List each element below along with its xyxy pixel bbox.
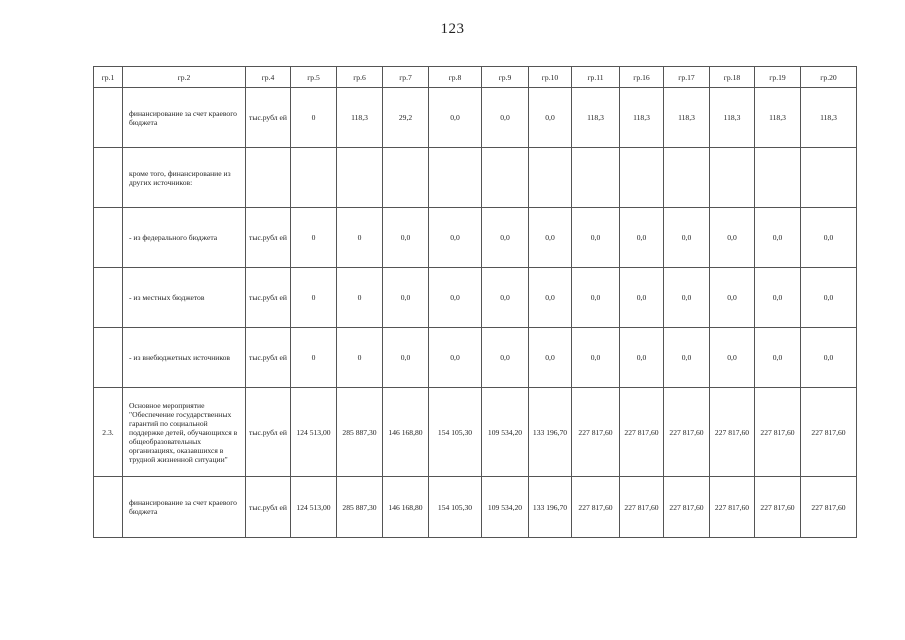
table-row xyxy=(94,208,857,268)
value-cell xyxy=(291,148,337,208)
column-header: гр.9 xyxy=(482,67,529,88)
value-cell: 227 817,60 xyxy=(620,477,664,538)
value-cell: 0,0 xyxy=(482,208,529,268)
value-cell: 29,2 xyxy=(383,88,429,148)
value-cell: 0,0 xyxy=(383,328,429,388)
value-cell: 124 513,00 xyxy=(291,477,337,538)
value-cell: 0,0 xyxy=(664,208,710,268)
budget-table xyxy=(93,66,857,538)
row-description: - из внебюджетных источников xyxy=(123,328,246,388)
value-cell: 0 xyxy=(337,268,383,328)
row-description: Основное мероприятие "Обеспечение государственных гарантий по социальной поддержке детей, обучающихся в общеобразовательных организациях, оказавшихся в трудной жизненной ситуации" xyxy=(123,388,246,477)
value-cell: 0,0 xyxy=(620,208,664,268)
value-cell: 109 534,20 xyxy=(482,388,529,477)
value-cell: 227 817,60 xyxy=(755,388,801,477)
row-unit: тыс.рубл ей xyxy=(246,328,291,388)
value-cell: 154 105,30 xyxy=(429,477,482,538)
value-cell: 227 817,60 xyxy=(572,388,620,477)
value-cell: 0,0 xyxy=(482,88,529,148)
value-cell xyxy=(710,148,755,208)
column-header: гр.6 xyxy=(337,67,383,88)
table-row xyxy=(94,88,857,148)
value-cell: 133 196,70 xyxy=(529,388,572,477)
value-cell: 0 xyxy=(337,328,383,388)
value-cell: 109 534,20 xyxy=(482,477,529,538)
value-cell xyxy=(572,148,620,208)
row-description: - из федерального бюджета xyxy=(123,208,246,268)
table-row xyxy=(94,268,857,328)
value-cell: 0,0 xyxy=(710,328,755,388)
value-cell: 118,3 xyxy=(664,88,710,148)
value-cell: 0,0 xyxy=(482,328,529,388)
row-number xyxy=(94,88,123,148)
column-header: гр.20 xyxy=(801,67,857,88)
value-cell xyxy=(620,148,664,208)
value-cell: 0,0 xyxy=(664,268,710,328)
value-cell: 0,0 xyxy=(620,268,664,328)
table-row xyxy=(94,388,857,477)
column-header: гр.17 xyxy=(664,67,710,88)
row-number xyxy=(94,268,123,328)
row-unit: тыс.рубл ей xyxy=(246,88,291,148)
value-cell: 227 817,60 xyxy=(710,477,755,538)
value-cell: 285 887,30 xyxy=(337,477,383,538)
row-number xyxy=(94,208,123,268)
value-cell: 146 168,80 xyxy=(383,477,429,538)
value-cell: 0,0 xyxy=(529,208,572,268)
row-description: финансирование за счет краевого бюджета xyxy=(123,88,246,148)
value-cell: 0,0 xyxy=(710,208,755,268)
value-cell: 227 817,60 xyxy=(755,477,801,538)
column-header: гр.19 xyxy=(755,67,801,88)
value-cell: 227 817,60 xyxy=(801,477,857,538)
table-row xyxy=(94,477,857,538)
value-cell xyxy=(482,148,529,208)
value-cell xyxy=(429,148,482,208)
column-header: гр.18 xyxy=(710,67,755,88)
value-cell: 227 817,60 xyxy=(710,388,755,477)
value-cell: 0,0 xyxy=(429,88,482,148)
value-cell xyxy=(755,148,801,208)
column-header: гр.11 xyxy=(572,67,620,88)
row-unit: тыс.рубл ей xyxy=(246,388,291,477)
row-description: финансирование за счет краевого бюджета xyxy=(123,477,246,538)
value-cell: 133 196,70 xyxy=(529,477,572,538)
column-header: гр.5 xyxy=(291,67,337,88)
column-header: гр.1 xyxy=(94,67,123,88)
row-number xyxy=(94,477,123,538)
column-header: гр.8 xyxy=(429,67,482,88)
value-cell: 0,0 xyxy=(801,328,857,388)
value-cell: 0,0 xyxy=(755,328,801,388)
page-number: 123 xyxy=(440,21,465,37)
value-cell: 0,0 xyxy=(755,268,801,328)
value-cell xyxy=(337,148,383,208)
row-description: - из местных бюджетов xyxy=(123,268,246,328)
value-cell: 0,0 xyxy=(429,328,482,388)
row-number xyxy=(94,148,123,208)
value-cell: 0,0 xyxy=(620,328,664,388)
value-cell: 227 817,60 xyxy=(664,477,710,538)
column-header: гр.4 xyxy=(246,67,291,88)
value-cell: 0,0 xyxy=(801,208,857,268)
value-cell: 0,0 xyxy=(482,268,529,328)
table-header-row xyxy=(94,67,857,88)
row-unit: тыс.рубл ей xyxy=(246,477,291,538)
value-cell: 0,0 xyxy=(383,208,429,268)
value-cell: 0,0 xyxy=(429,208,482,268)
value-cell: 154 105,30 xyxy=(429,388,482,477)
value-cell: 118,3 xyxy=(801,88,857,148)
value-cell: 0 xyxy=(291,208,337,268)
value-cell: 227 817,60 xyxy=(620,388,664,477)
value-cell: 0,0 xyxy=(664,328,710,388)
value-cell: 227 817,60 xyxy=(801,388,857,477)
value-cell: 0,0 xyxy=(755,208,801,268)
value-cell: 0,0 xyxy=(529,268,572,328)
value-cell: 124 513,00 xyxy=(291,388,337,477)
value-cell: 0,0 xyxy=(572,208,620,268)
value-cell: 0,0 xyxy=(529,88,572,148)
value-cell: 118,3 xyxy=(337,88,383,148)
value-cell: 0 xyxy=(337,208,383,268)
row-unit: тыс.рубл ей xyxy=(246,268,291,328)
row-number xyxy=(94,328,123,388)
value-cell: 0 xyxy=(291,268,337,328)
column-header: гр.10 xyxy=(529,67,572,88)
column-header: гр.7 xyxy=(383,67,429,88)
value-cell: 285 887,30 xyxy=(337,388,383,477)
value-cell: 118,3 xyxy=(755,88,801,148)
value-cell: 227 817,60 xyxy=(664,388,710,477)
value-cell: 0,0 xyxy=(710,268,755,328)
row-unit: тыс.рубл ей xyxy=(246,208,291,268)
value-cell: 0,0 xyxy=(529,328,572,388)
row-unit xyxy=(246,148,291,208)
row-description: кроме того, финансирование из других источников: xyxy=(123,148,246,208)
value-cell: 0 xyxy=(291,88,337,148)
table-row xyxy=(94,148,857,208)
value-cell: 0,0 xyxy=(429,268,482,328)
value-cell: 118,3 xyxy=(572,88,620,148)
column-header: гр.2 xyxy=(123,67,246,88)
value-cell xyxy=(801,148,857,208)
value-cell: 227 817,60 xyxy=(572,477,620,538)
value-cell: 118,3 xyxy=(620,88,664,148)
table-row xyxy=(94,328,857,388)
value-cell xyxy=(529,148,572,208)
column-header: гр.16 xyxy=(620,67,664,88)
value-cell xyxy=(664,148,710,208)
value-cell xyxy=(383,148,429,208)
row-number: 2.3. xyxy=(94,388,123,477)
value-cell: 146 168,80 xyxy=(383,388,429,477)
value-cell: 118,3 xyxy=(710,88,755,148)
value-cell: 0 xyxy=(291,328,337,388)
value-cell: 0,0 xyxy=(801,268,857,328)
value-cell: 0,0 xyxy=(383,268,429,328)
value-cell: 0,0 xyxy=(572,328,620,388)
value-cell: 0,0 xyxy=(572,268,620,328)
